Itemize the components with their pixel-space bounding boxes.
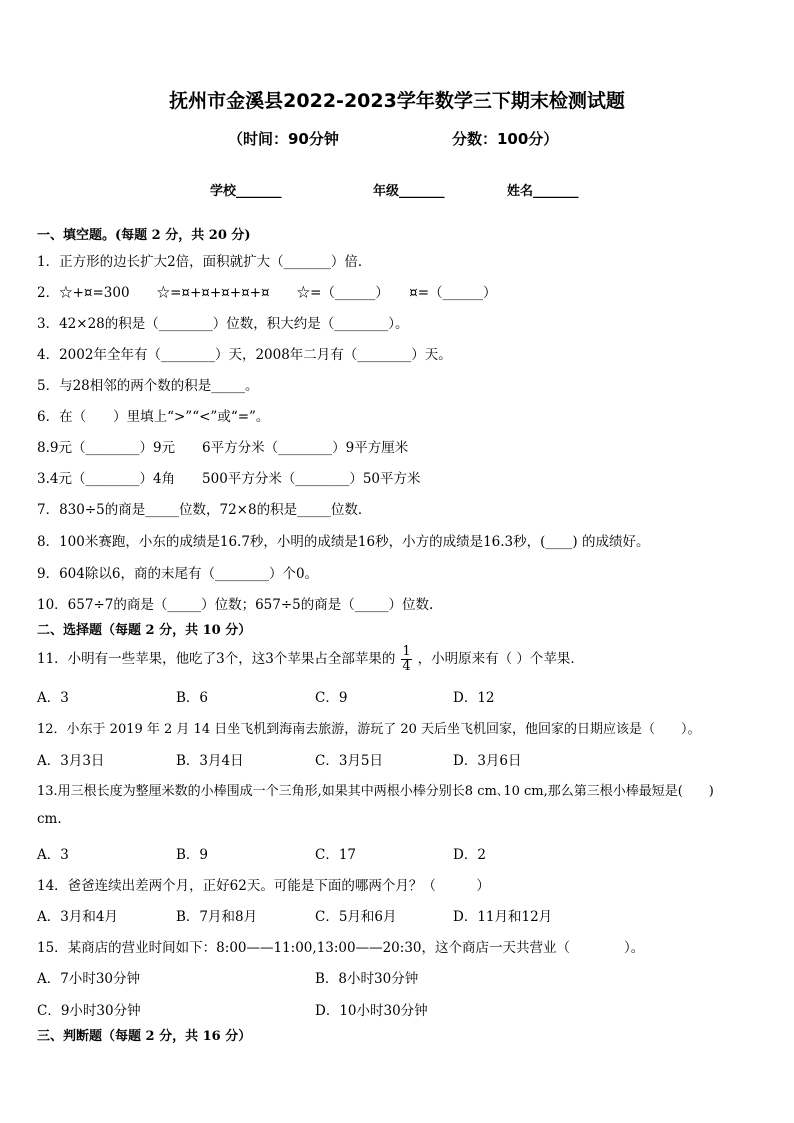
fraction-one-quarter xyxy=(401,645,411,674)
question-11-text-before: 11．小明有一些苹果，他吃了3个，这3个苹果占全部苹果的 xyxy=(37,651,396,667)
q13-option-b: B．9 xyxy=(176,847,209,863)
q11-option-a: A．3 xyxy=(37,690,69,706)
exam-score: 分数：100分） xyxy=(452,130,559,148)
q15-option-b: B．8小时30分钟 xyxy=(315,971,419,987)
school-field: 学校_______ xyxy=(210,184,282,199)
question-15: 15．某商店的营业时间如下：8:00——11:00,13:00——20:30，这个商店一天共营业（ ）。 xyxy=(37,940,645,956)
section-heading-true-false: 三、判断题（每题 2 分，共 16 分） xyxy=(37,1029,252,1044)
question-3: 3．42×28的积是（________）位数，积大约是（________）。 xyxy=(37,316,409,332)
exam-time: （时间：90分钟 xyxy=(228,130,339,148)
q15-option-d: D．10小时30分钟 xyxy=(315,1003,428,1019)
question-1: 1．正方形的边长扩大2倍，面积就扩大（_______）倍． xyxy=(37,254,372,270)
question-13-line-1: 13.用三根长度为整厘米数的小棒围成一个三角形,如果其中两根小棒分别长8 cm､10 cm,那么第三根小棒最短是( ) xyxy=(37,784,714,799)
q12-option-c: C．3月5日 xyxy=(315,753,384,769)
question-8: 8．100米赛跑，小东的成绩是16.7秒，小明的成绩是16秒，小方的成绩是16.3秒，(____) 的成绩好。 xyxy=(37,534,650,550)
fraction-numerator: 1 xyxy=(402,644,411,659)
q12-option-b: B．3月4日 xyxy=(176,753,244,769)
question-6-line-2: 3.4元（________）4角 500平方分米（________）50平方米 xyxy=(37,471,421,487)
q13-option-c: C．17 xyxy=(315,847,357,863)
q15-option-c: C．9小时30分钟 xyxy=(37,1003,141,1019)
question-4: 4．2002年全年有（________）天，2008年二月有（________）天。 xyxy=(37,347,452,363)
question-12: 12．小东于 2019 年 2 月 14 日坐飞机到海南去旅游，游玩了 20 天后坐飞机回家，他回家的日期应该是（ ）。 xyxy=(37,722,701,737)
q14-option-a: A．3月和4月 xyxy=(37,909,118,925)
q11-option-b: B．6 xyxy=(176,690,209,706)
grade-field: 年级_______ xyxy=(373,184,445,199)
q14-option-b: B．7月和8月 xyxy=(176,909,258,925)
page-title: 抚州市金溪县2022-2023学年数学三下期末检测试题 xyxy=(169,90,625,112)
name-field: 姓名_______ xyxy=(507,184,579,199)
q14-option-d: D．11月和12月 xyxy=(453,909,553,925)
question-5: 5．与28相邻的两个数的积是_____。 xyxy=(37,378,259,394)
question-13-line-2: cm. xyxy=(37,811,62,827)
fraction-denominator: 4 xyxy=(402,659,411,674)
question-14: 14．爸爸连续出差两个月，正好62天。可能是下面的哪两个月？（ ） xyxy=(37,878,490,894)
q11-option-d: D．12 xyxy=(453,690,495,706)
question-11-text-after: ，小明原来有（ ）个苹果． xyxy=(417,651,584,667)
q14-option-c: C．5月和6月 xyxy=(315,909,397,925)
q12-option-a: A．3月3日 xyxy=(37,753,105,769)
q13-option-d: D．2 xyxy=(453,847,486,863)
question-6: 6．在（ ）里填上“>”“<”或“=”。 xyxy=(37,409,270,425)
q12-option-d: D．3月6日 xyxy=(453,753,522,769)
section-heading-choice: 二、选择题（每题 2 分，共 10 分） xyxy=(37,623,252,638)
question-6-line-1: 8.9元（________）9元 6平方分米（________）9平方厘米 xyxy=(37,440,409,456)
section-heading-fill-blank: 一、填空题。(每题 2 分，共 20 分) xyxy=(37,228,251,243)
question-10: 10．657÷7的商是（_____）位数；657÷5的商是（_____）位数. xyxy=(37,597,434,613)
q13-option-a: A．3 xyxy=(37,847,69,863)
question-2: 2．☆+¤=300 ☆=¤+¤+¤+¤+¤ ☆=（______） ¤=（______） xyxy=(37,285,497,301)
question-11 xyxy=(37,645,584,674)
q11-option-c: C．9 xyxy=(315,690,348,706)
question-9: 9．604除以6，商的末尾有（________）个0。 xyxy=(37,566,319,582)
question-7: 7．830÷5的商是_____位数，72×8的积是_____位数． xyxy=(37,502,372,518)
q15-option-a: A．7小时30分钟 xyxy=(37,971,141,987)
